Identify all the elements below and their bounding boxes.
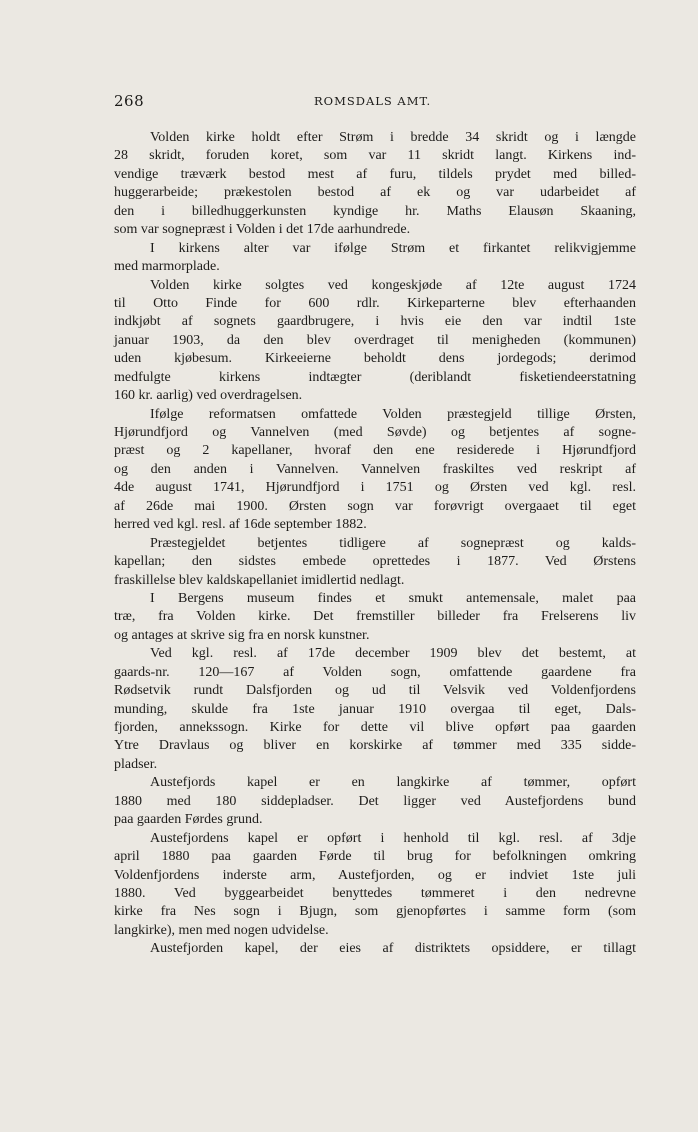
text-line: 4de august 1741, Hjørundfjord i 1751 og Ørsten ved kgl. resl. [114, 480, 636, 496]
text-line: indkjøbt af sognets gaardbrugere, i hvis eie den var indtil 1ste [114, 314, 636, 330]
text-line: herred ved kgl. resl. af 16de september 1882. [114, 517, 367, 533]
text-line: Volden kirke holdt efter Strøm i bredde 34 skridt og i længde [150, 130, 636, 145]
text-line: af 26de mai 1900. Ørsten sogn var forøvrigt overgaaet til eget [114, 498, 636, 514]
text-line: I kirkens alter var ifølge Strøm et firkantet relikvigjemme [150, 240, 636, 256]
page-number: 268 [114, 92, 145, 110]
text-line: pladser. [114, 756, 158, 772]
text-line: Austefjorden kapel, der eies af distriktets opsiddere, er tillagt [150, 941, 636, 957]
text-line: langkirke), men med nogen udvidelse. [114, 922, 329, 938]
text-line: præst og 2 kapellaner, hvoraf den ene residerede i Hjørundfjord [114, 443, 636, 459]
text-line: uden kjøbesum. Kirkeeierne beholdt dens jordegods; derimod [114, 351, 636, 367]
body-text [114, 129, 636, 959]
running-head: ROMSDALS AMT. [314, 94, 432, 108]
text-line: huggerarbeide; prækestolen bestod af ek og var udarbeidet af [114, 185, 636, 201]
text-line: januar 1903, da den blev overdraget til menigheden (kommunen) [114, 332, 636, 348]
text-line: 1880 med 180 siddepladser. Det ligger ved Austefjordens bund [114, 793, 636, 809]
page-header [114, 92, 634, 112]
text-line: Austefjordens kapel er opført i henhold til kgl. resl. af 3dje [150, 830, 636, 846]
text-line: medfulgte kirkens indtægter (deriblandt fisketiendeerstatning [114, 369, 636, 385]
text-line: Ved kgl. resl. af 17de december 1909 blev det bestemt, at [150, 646, 636, 662]
text-line: kirke fra Nes sogn i Bjugn, som gjenopførtes i samme form (som [114, 904, 636, 920]
text-line: gaards-nr. 120—167 af Volden sogn, omfattende gaardene fra [114, 664, 636, 680]
text-line: vendige træværk bestod mest af furu, tildels prydet med billed- [114, 166, 636, 182]
text-line: til Otto Finde for 600 rdlr. Kirkeparterne blev efterhaanden [114, 295, 636, 311]
text-line: og antages at skrive sig fra en norsk kunstner. [114, 627, 370, 643]
text-line: Voldenfjordens inderste arm, Austefjorden, og er indviet 1ste juli [114, 867, 636, 883]
text-line: 160 kr. aarlig) ved overdragelsen. [114, 388, 303, 404]
text-line: fraskillelse blev kaldskapellaniet imidlertid nedlagt. [114, 572, 405, 588]
text-line: I Bergens museum findes et smukt antemensale, malet paa [150, 590, 636, 606]
text-line: Rødsetvik rundt Dalsfjorden og ud til Velsvik ved Voldenfjordens [114, 683, 636, 699]
text-line: paa gaarden Førdes grund. [114, 812, 263, 828]
text-line: fjorden, annekssogn. Kirke for dette vil blive opført paa gaarden [114, 720, 636, 735]
text-line: Ytre Dravlaus og bliver en korskirke af tømmer med 335 sidde- [114, 738, 636, 754]
text-line: kapellan; den sidstes embede oprettedes i 1877. Ved Ørstens [114, 554, 636, 570]
text-line: munding, skulde fra 1ste januar 1910 overgaa til eget, Dals- [114, 701, 636, 717]
text-line: april 1880 paa gaarden Førde til brug for befolkningen omkring [114, 849, 636, 865]
text-line: 1880. Ved byggearbeidet benyttedes tømmeret i den nedrevne [114, 885, 636, 901]
text-line: den i billedhuggerkunsten kyndige hr. Maths Elausøn Skaaning, [114, 203, 636, 219]
text-line: med marmorplade. [114, 259, 220, 275]
text-line: og den anden i Vannelven. Vannelven fraskiltes ved reskript af [114, 461, 636, 477]
text-line: 28 skridt, foruden koret, som var 11 skridt langt. Kirkens ind- [114, 148, 636, 164]
text-line: Ifølge reformatsen omfattede Volden præstegjeld tillige Ørsten, [150, 406, 636, 422]
text-line: som var sognepræst i Volden i det 17de aarhundrede. [114, 222, 411, 238]
text-line: træ, fra Volden kirke. Det fremstiller billeder fra Frelserens liv [114, 609, 636, 625]
text-line: Austefjords kapel er en langkirke af tømmer, opført [150, 775, 636, 791]
text-line: Hjørundfjord og Vannelven (med Søvde) og betjentes af sogne- [114, 425, 636, 440]
text-line: Præstegjeldet betjentes tidligere af sognepræst og kalds- [150, 535, 636, 551]
text-line: Volden kirke solgtes ved kongeskjøde af 12te august 1724 [150, 277, 636, 293]
